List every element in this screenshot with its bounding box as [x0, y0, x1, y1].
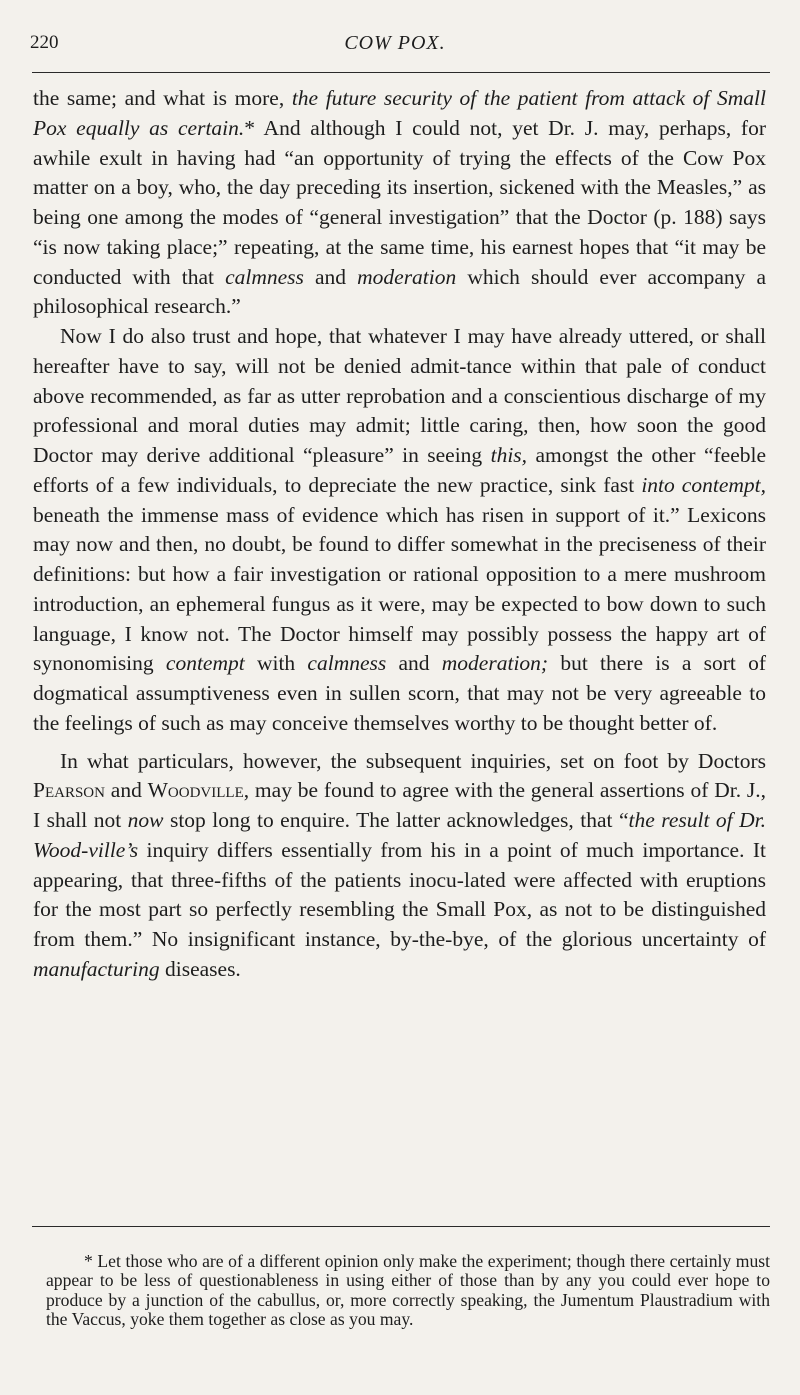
header-rule: [32, 72, 770, 73]
text-run: diseases.: [159, 956, 241, 981]
italic-run: the future security of the patient from attack of Small Pox equally as certain.: [33, 86, 766, 140]
footnote-text: * Let those who are of a different opinion only make the experiment; though there certainly must appear to be less of questionableness in using either of those than by any you could ever hope to produce by a junction of the cabullus, or, more correctly speaking, the Jumentum Plaustradium with the Vaccus, yoke them together as close as you may.: [46, 1251, 770, 1330]
text-run: and: [303, 264, 358, 289]
italic-run: moderation: [357, 264, 457, 289]
italic-run: this,: [490, 443, 528, 467]
text-run: Now I do also trust and hope, that whatever I may have already uttered, or shall hereafter have to say, will not be denied admit-tance within that pale of conduct above recommended, as far as utter reprobation and a conscientious discharge of my professional and moral duties may admit; little caring, then, how soon the good Doctor may derive additional “pleasure” in seeing: [33, 324, 766, 467]
text-run: inquiry differs essentially from his in a point of much importance. It appearing, that three-fifths of the patients inocu-lated were affected with eruptions for the most part so perfectly resembling the Small Pox, as not to be distinguished from them.” No insignificant instance, by-the-bye, of the glorious uncertainty of: [33, 837, 766, 951]
italic-run: calmness: [225, 264, 304, 289]
italic-run: moderation;: [441, 651, 549, 676]
text-run: In what particulars, however, the subsequent inquiries, set on foot by Doctors: [60, 748, 766, 773]
text-run: which should ever accompany a philosophical research.”: [33, 264, 766, 319]
text-run: and: [386, 651, 442, 676]
text-run: beneath the immense mass of evidence which has risen in support of it.” Lexicons may now and then, no doubt, be found to differ somewhat in the preciseness of their definitions: but how a fair investigation or rational opposition to a mere mushroom introduction, an ephemeral fungus as it were, may be expected to bow down to such language, I know not. The Doctor himself may possibly possess the happy art of synonomising: [33, 502, 766, 676]
text-run: , may be found to agree with the general assertions of Dr. J., I shall not: [33, 778, 766, 832]
italic-run: into contempt,: [641, 472, 766, 497]
paragraph: [33, 84, 766, 322]
small-caps-run: Pearson: [33, 778, 105, 803]
running-title: COW POX.: [344, 32, 446, 54]
text-run: the same; and what is more,: [33, 86, 292, 110]
footnote-rule: [32, 1226, 770, 1227]
text-run: * And although I could not, yet Dr. J. may, perhaps, for awhile exult in having had “an opportunity of trying the effects of the Cow Pox matter on a boy, who, the day preceding its insertion, sickened with the Measles,” as being one among the modes of “general investigation” that the Doctor (p. 188) says “is now taking place;” repeating, at the same time, his earnest hopes that “it may be conducted with that: [33, 115, 766, 289]
italic-run: contempt: [165, 651, 245, 676]
italic-run: now: [127, 808, 164, 832]
text-run: but there is a sort of dogmatical assumptiveness even in sullen scorn, that may not be very agreeable to the feelings of such as may conceive themselves worthy to be thought better of.: [33, 651, 766, 735]
text-run: amongst the other “feeble efforts of a few individuals, to depreciate the new practice, sink fast: [33, 443, 767, 497]
paragraph: [33, 747, 766, 985]
italic-run: manufacturing: [33, 956, 160, 981]
italic-run: the result of Dr. Wood-ville’s: [33, 808, 766, 862]
body-text: [33, 84, 766, 985]
footnote: [46, 1252, 770, 1330]
text-run: stop long to enquire. The latter acknowledges, that “: [163, 808, 629, 832]
text-run: and: [104, 778, 148, 803]
small-caps-run: Woodville: [147, 778, 244, 803]
paragraph: [33, 322, 766, 739]
text-run: with: [244, 651, 308, 676]
page-number: 220: [30, 32, 59, 53]
italic-run: calmness: [307, 651, 387, 676]
